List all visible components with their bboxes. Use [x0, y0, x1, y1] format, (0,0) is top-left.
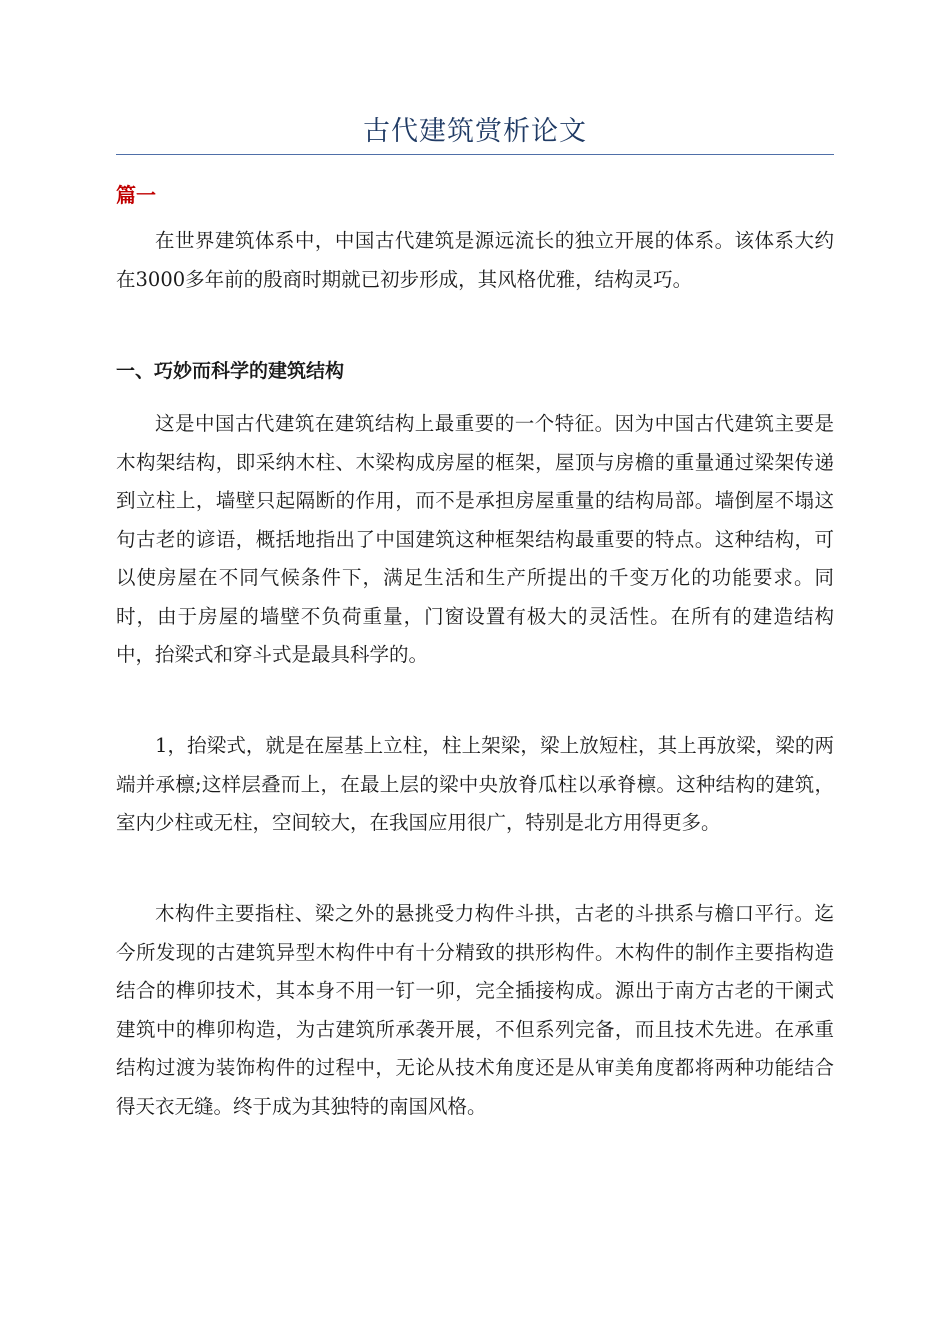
document-title: 古代建筑赏析论文 [363, 116, 587, 147]
title-underline-rule [116, 154, 834, 155]
tailiang-paragraph: 1，抬梁式，就是在屋基上立柱，柱上架梁，梁上放短柱，其上再放梁，梁的两端并承檩;这样层叠而上，在最上层的梁中央放脊瓜柱以承脊檩。这种结构的建筑，室内少柱或无柱，空间较大，在我国应用很广，特别是北方用得更多。 [116, 734, 834, 834]
structure-paragraph: 这是中国古代建筑在建筑结构上最重要的一个特征。因为中国古代建筑主要是木构架结构，即采纳木柱、木梁构成房屋的框架，屋顶与房檐的重量通过梁架传递到立柱上，墙壁只起隔断的作用，而不是承担房屋重量的结构局部。墙倒屋不塌这句古老的谚语，概括地指出了中国建筑这种框架结构最重要的特点。这种结构，可以使房屋在不同气候条件下，满足生活和生产所提出的千变万化的功能要求。同时，由于房屋的墙壁不负荷重量，门窗设置有极大的灵活性。在所有的建造结构中，抬梁式和穿斗式是最具科学的。 [116, 412, 834, 666]
section-heading: 一、巧妙而科学的建筑结构 [116, 360, 345, 382]
wood-component-paragraph: 木构件主要指柱、梁之外的悬挑受力构件斗拱，古老的斗拱系与檐口平行。迄今所发现的古建筑异型木构件中有十分精致的拱形构件。木构件的制作主要指构造结合的榫卯技术，其本身不用一钉一卯，完全插接构成。源出于南方古老的干阑式建筑中的榫卯构造，为古建筑所承袭开展，不但系列完备，而且技术先进。在承重结构过渡为装饰构件的过程中，无论从技术角度还是从审美角度都将两种功能结合得天衣无缝。终于成为其独特的南国风格。 [116, 902, 834, 1118]
section-label: 篇一 [116, 183, 156, 207]
intro-paragraph: 在世界建筑体系中，中国古代建筑是源远流长的独立开展的体系。该体系大约在3000多年前的殷商时期就已初步形成，其风格优雅，结构灵巧。 [116, 229, 834, 291]
